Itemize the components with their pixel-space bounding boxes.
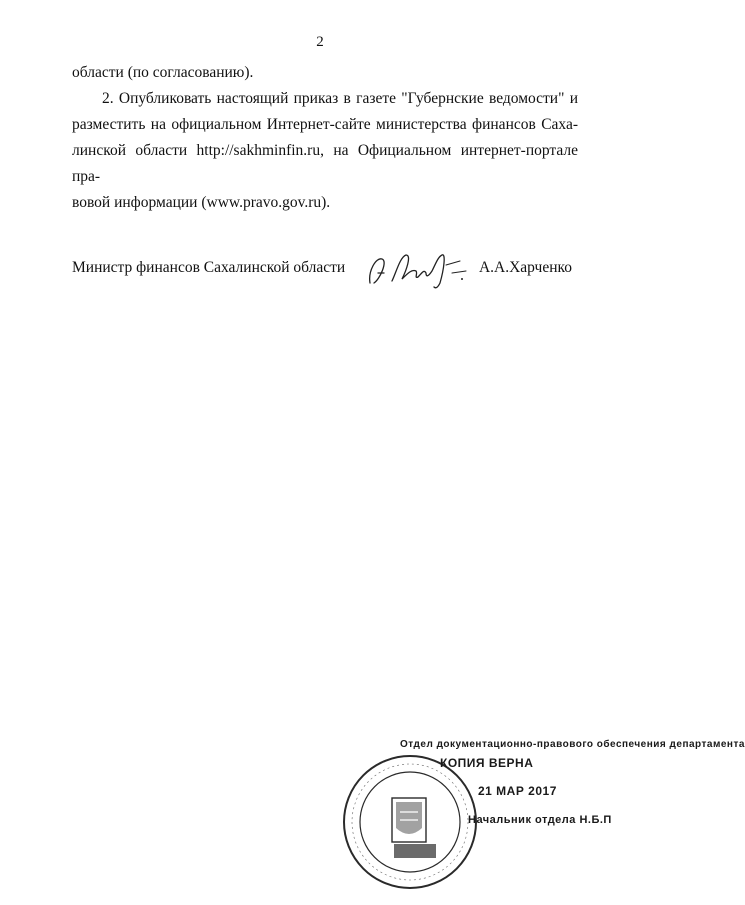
signatory-title: Министр финансов Сахалинской области (72, 259, 346, 276)
signature-block (72, 255, 578, 287)
paragraph-2-line-2: разместить на официальном Интернет-сайте министерства финансов Саха- (72, 116, 578, 133)
stamp-head-of-department: Начальник отдела Н.Б.П (468, 814, 612, 826)
stamp-department: Отдел документационно-правового обеспечения департамента (400, 739, 745, 750)
signatory-name: А.А.Харченко (478, 259, 572, 276)
body-line-1: области (по согласованию). (72, 64, 254, 81)
official-seal (340, 728, 480, 900)
certification-stamp (340, 728, 745, 900)
paragraph-2 (72, 86, 578, 216)
page-number: 2 (316, 34, 324, 50)
handwritten-signature (362, 243, 472, 291)
paragraph-2-line-3: линской области http://sakhminfin.ru, на Официальном интернет-портале пра- (72, 142, 578, 185)
stamp-copy-verified: КОПИЯ ВЕРНА (440, 756, 534, 770)
paragraph-2-line-4: вовой информации (www.pravo.gov.ru). (72, 194, 331, 211)
paragraph-2-line-1: 2. Опубликовать настоящий приказ в газете "Губернские ведомости" и (102, 90, 578, 107)
document-body (72, 60, 578, 86)
stamp-date: 21 МАР 2017 (478, 784, 557, 798)
